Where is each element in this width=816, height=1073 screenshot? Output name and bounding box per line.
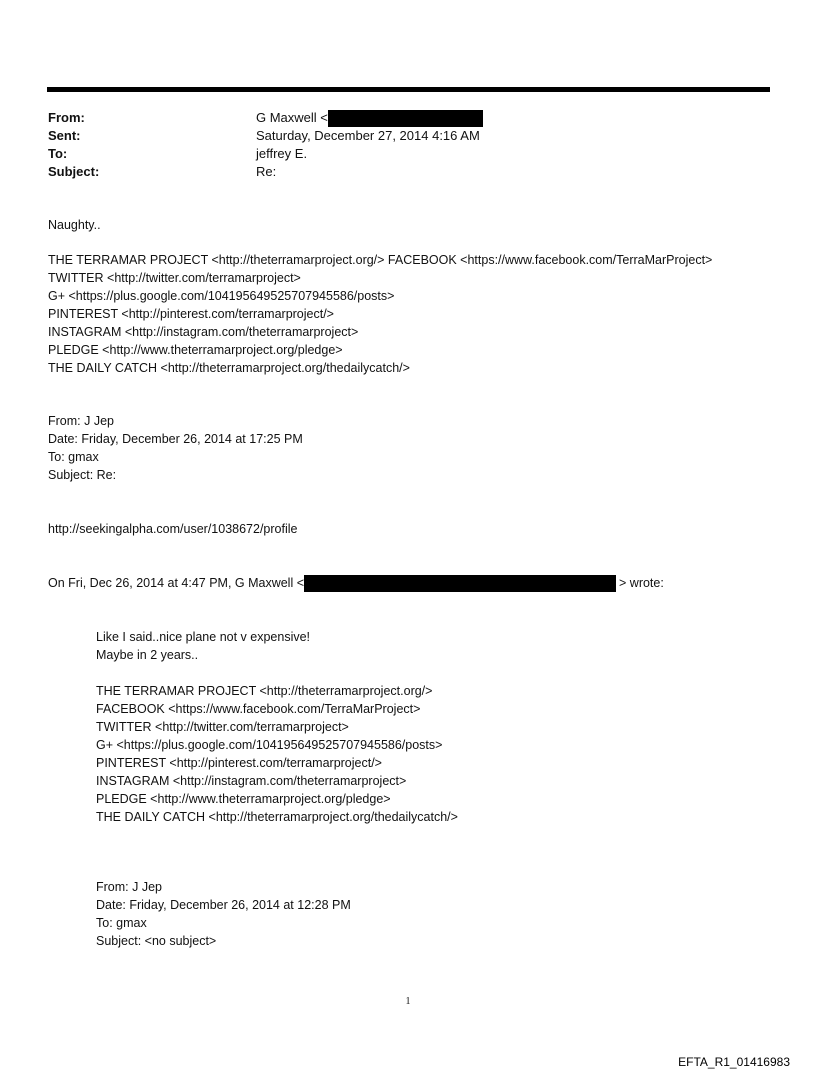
signature-line: THE DAILY CATCH <http://theterramarproject.org/thedailycatch/> xyxy=(96,810,458,824)
bates-number: EFTA_R1_01416983 xyxy=(678,1055,790,1069)
signature-line: G+ <https://plus.google.com/104195649525707945586/posts> xyxy=(48,289,395,303)
subject-label: Subject: xyxy=(48,164,100,179)
wrote-line xyxy=(48,574,664,592)
wrote-suffix: > wrote: xyxy=(619,576,664,590)
header-divider xyxy=(47,87,770,92)
signature-line: FACEBOOK <https://www.facebook.com/TerraMarProject> xyxy=(96,702,421,716)
signature-block-1 xyxy=(48,251,712,377)
redaction-box xyxy=(328,110,483,127)
greeting: Naughty.. xyxy=(48,218,101,232)
sent-label: Sent: xyxy=(48,128,81,143)
sent-row xyxy=(48,127,748,145)
to-label: To: xyxy=(48,146,68,161)
signature-line: TWITTER <http://twitter.com/terramarproject> xyxy=(96,720,349,734)
signature-line: PLEDGE <http://www.theterramarproject.org/pledge> xyxy=(96,792,391,806)
from-row xyxy=(48,109,748,127)
signature-line: THE TERRAMAR PROJECT <http://theterramarproject.org/> FACEBOOK <https://www.facebook.com/TerraMarProject> xyxy=(48,253,713,267)
signature-line: PLEDGE <http://www.theterramarproject.org/pledge> xyxy=(48,343,343,357)
quoted-subject: Subject: Re: xyxy=(48,468,117,482)
signature-block-2 xyxy=(96,682,458,826)
signature-line: INSTAGRAM <http://instagram.com/theterramarproject> xyxy=(48,325,359,339)
message-line: Like I said..nice plane not v expensive! xyxy=(96,630,311,644)
from-label: From: xyxy=(48,110,85,125)
subject-value: Re: xyxy=(256,164,277,179)
inner-message xyxy=(96,628,310,664)
quoted-subject: Subject: <no subject> xyxy=(96,934,217,948)
quoted-to: To: gmax xyxy=(48,450,99,464)
signature-line: INSTAGRAM <http://instagram.com/theterramarproject> xyxy=(96,774,407,788)
wrote-prefix: On Fri, Dec 26, 2014 at 4:47 PM, G Maxwell < xyxy=(48,576,305,590)
sent-value: Saturday, December 27, 2014 4:16 AM xyxy=(256,128,480,143)
quoted-date: Date: Friday, December 26, 2014 at 17:25 PM xyxy=(48,432,303,446)
quoted-from: From: J Jep xyxy=(96,880,162,894)
to-value: jeffrey E. xyxy=(256,146,308,161)
signature-line: PINTEREST <http://pinterest.com/terramarproject/> xyxy=(48,307,334,321)
signature-line: THE DAILY CATCH <http://theterramarproject.org/thedailycatch/> xyxy=(48,361,410,375)
quoted-to: To: gmax xyxy=(96,916,147,930)
signature-line: TWITTER <http://twitter.com/terramarproject> xyxy=(48,271,301,285)
quoted-from: From: J Jep xyxy=(48,414,114,428)
signature-line: PINTEREST <http://pinterest.com/terramarproject/> xyxy=(96,756,382,770)
redaction-box xyxy=(304,575,616,592)
profile-link: http://seekingalpha.com/user/1038672/profile xyxy=(48,522,298,536)
page-number: 1 xyxy=(405,996,411,1007)
to-row xyxy=(48,145,748,163)
from-value: G Maxwell < xyxy=(256,110,328,125)
signature-line: G+ <https://plus.google.com/104195649525707945586/posts> xyxy=(96,738,443,752)
quoted-header-2 xyxy=(96,878,351,950)
message-line: Maybe in 2 years.. xyxy=(96,648,199,662)
email-header xyxy=(48,109,748,181)
quoted-header-1 xyxy=(48,412,303,484)
quoted-date: Date: Friday, December 26, 2014 at 12:28 PM xyxy=(96,898,351,912)
subject-row xyxy=(48,163,748,181)
signature-line: THE TERRAMAR PROJECT <http://theterramarproject.org/> xyxy=(96,684,433,698)
